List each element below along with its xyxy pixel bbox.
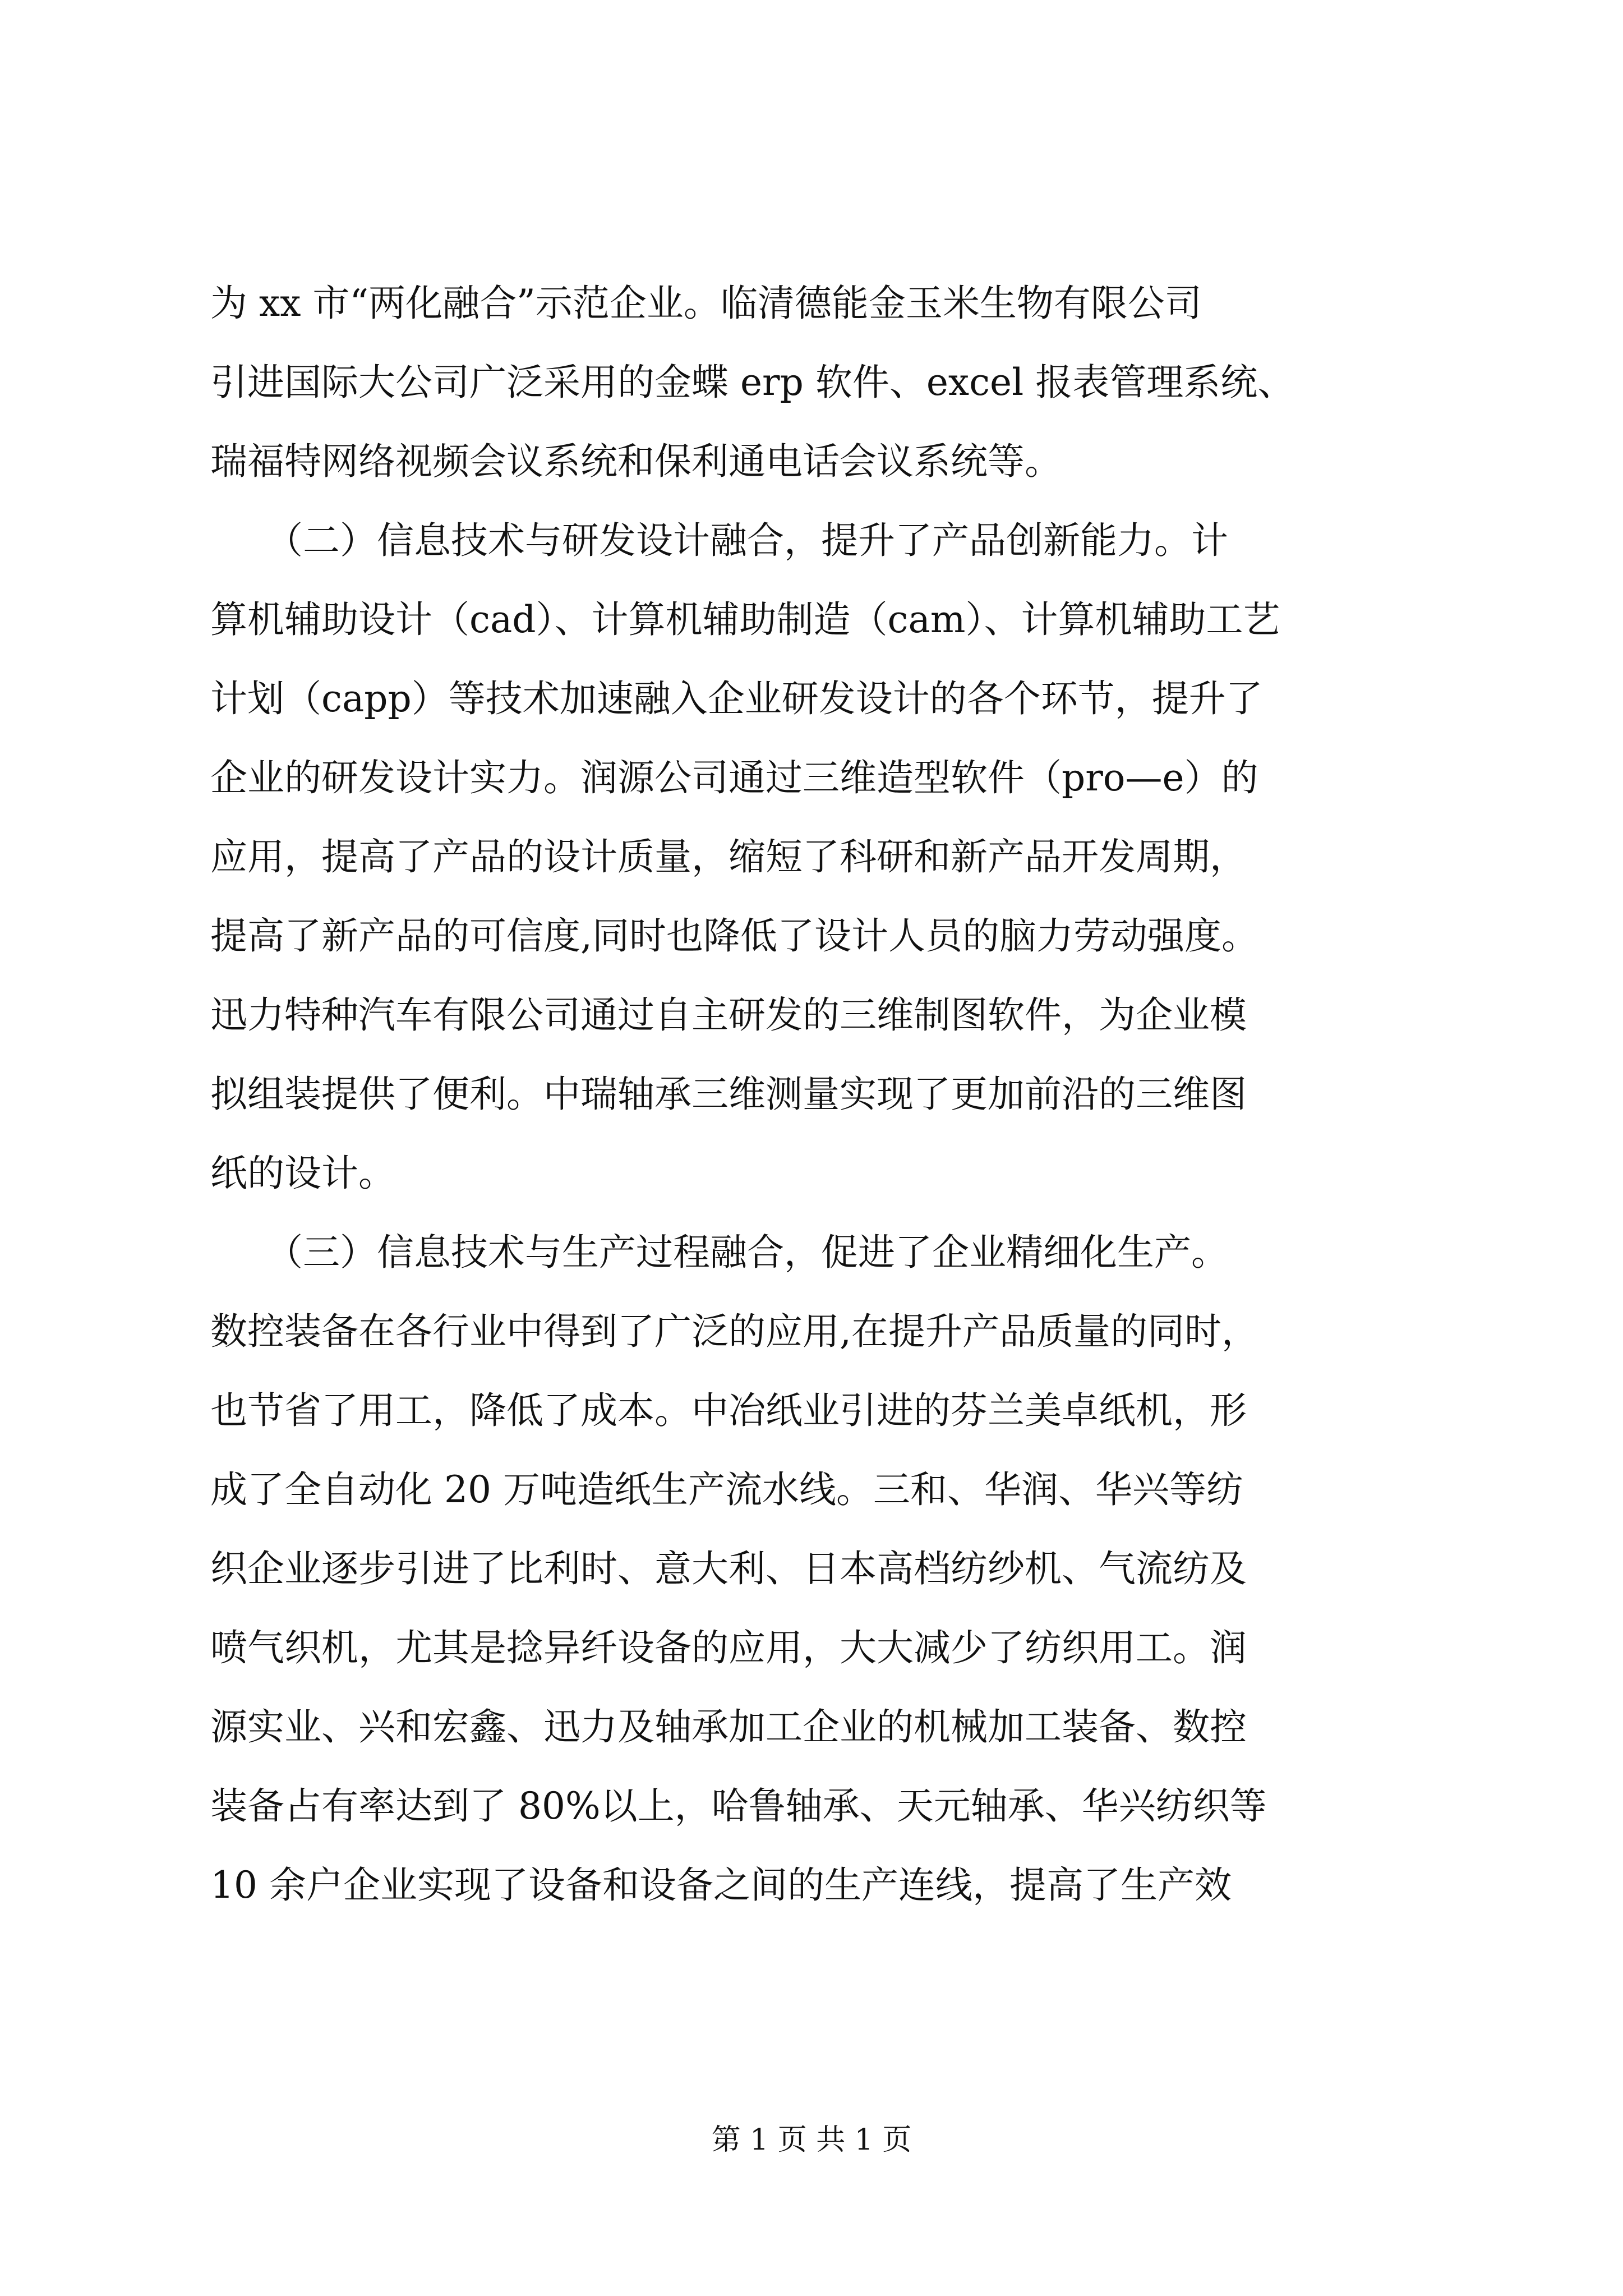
text-line: 纸的设计。 [210,1152,395,1195]
text-line: 拟组装提供了便利。中瑞轴承三维测量实现了更加前沿的三维图 [210,1073,1247,1116]
text-line: 迅力特种汽车有限公司通过自主研发的三维制图软件，为企业模 [210,993,1247,1037]
page-footer [0,2118,1623,2162]
text-line: 引进国际大公司广泛采用的金蝶 erp 软件、excel 报表管理系统、 [210,361,1295,404]
document-body [210,264,1422,1925]
text-line: 也节省了用工，降低了成本。中冶纸业引进的芬兰美卓纸机，形 [210,1389,1247,1432]
text-line: 瑞福特网络视频会议系统和保利通电话会议系统等。 [210,440,1062,483]
text-line: 计划（capp）等技术加速融入企业研发设计的各个环节，提升了 [210,677,1263,720]
text-line: 企业的研发设计实力。润源公司通过三维造型软件（pro—e）的 [210,756,1258,799]
text-line: 装备占有率达到了 80%以上，哈鲁轴承、天元轴承、华兴纺织等 [210,1784,1267,1828]
text-line: 喷气织机，尤其是捻异纤设备的应用，大大减少了纺织用工。润 [210,1626,1247,1669]
text-line: 为 xx 市“两化融合”示范企业。临清德能金玉米生物有限公司 [210,282,1202,325]
text-line: 织企业逐步引进了比利时、意大利、日本高档纺纱机、气流纺及 [210,1547,1247,1590]
text-line: 源实业、兴和宏鑫、迅力及轴承加工企业的机械加工装备、数控 [210,1705,1247,1749]
text-line: 10 余户企业实现了设备和设备之间的生产连线，提高了生产效 [210,1864,1232,1907]
page-number: 第 1 页 共 1 页 [711,2123,912,2157]
text-line: 算机辅助设计（cad）、计算机辅助制造（cam）、计算机辅助工艺 [210,598,1280,641]
text-line: 提高了新产品的可信度,同时也降低了设计人员的脑力劳动强度。 [210,914,1258,958]
text-line: （三）信息技术与生产过程融合，促进了企业精细化生产。 [210,1231,1228,1274]
text-line: （二）信息技术与研发设计融合，提升了产品创新能力。计 [210,519,1228,562]
text-line: 数控装备在各行业中得到了广泛的应用,在提升产品质量的同时， [210,1310,1258,1353]
text-line: 成了全自动化 20 万吨造纸生产流水线。三和、华润、华兴等纺 [210,1468,1243,1511]
text-line: 应用，提高了产品的设计质量，缩短了科研和新产品开发周期， [210,835,1247,878]
